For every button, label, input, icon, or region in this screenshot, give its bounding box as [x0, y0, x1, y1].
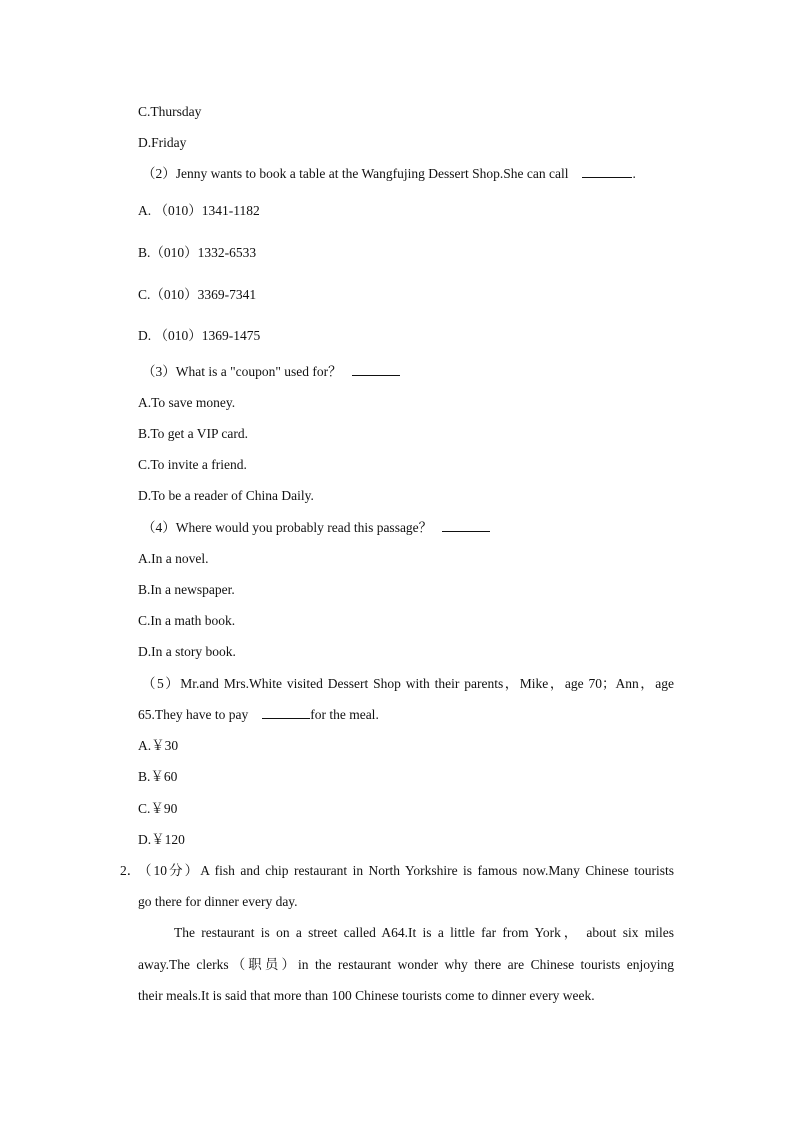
q3-option-d: D.To be a reader of China Daily. [138, 488, 314, 503]
q5-option-a: A.￥30 [138, 738, 179, 753]
q1-option-c: C.Thursday [138, 104, 202, 119]
q2-option-a: A. （010）1341-1182 [138, 203, 260, 218]
q3-stem [142, 363, 400, 381]
q5-stem-line1: （5）Mr.and Mrs.White visited Dessert Shop with their parents，Mike，age 70；Ann，age [142, 676, 674, 691]
section2-number: 2． [120, 863, 141, 878]
section2-intro-line1: （10分）A fish and chip restaurant in North Yorkshire is famous now.Many Chinese tourists [138, 863, 674, 878]
q2-stem [142, 165, 636, 183]
q4-option-a: A.In a novel. [138, 551, 209, 566]
q3-option-a: A.To save money. [138, 395, 236, 410]
q4-stem-text: （4）Where would you probably read this passage？ [142, 520, 433, 535]
q3-stem-text: （3）What is a "coupon" used for？ [142, 364, 342, 379]
answer-blank [442, 519, 490, 532]
q5-option-d: D.￥120 [138, 832, 185, 847]
passage-line2: away.The clerks（职员）in the restaurant wonder why there are Chinese tourists enjoying [138, 957, 674, 972]
q4-stem [142, 519, 490, 537]
q2-option-c: C.（010）3369-7341 [138, 287, 257, 302]
q4-option-b: B.In a newspaper. [138, 582, 235, 597]
q4-option-d: D.In a story book. [138, 644, 236, 659]
q1-option-d: D.Friday [138, 135, 187, 150]
q5-option-b: B.￥60 [138, 769, 178, 784]
section2-intro-line2: go there for dinner every day. [138, 894, 298, 909]
passage-line1: The restaurant is on a street called A64.It is a little far from York， about six miles [174, 925, 674, 940]
q5-option-c: C.￥90 [138, 801, 178, 816]
q2-option-b: B.（010）1332-6533 [138, 245, 257, 260]
q3-option-b: B.To get a VIP card. [138, 426, 249, 441]
q5-stem-line2 [138, 706, 379, 724]
q5-stem-line2-end: for the meal. [310, 707, 379, 722]
q2-stem-end: . [632, 166, 636, 181]
answer-blank [262, 706, 310, 719]
answer-blank [582, 165, 632, 178]
answer-blank [352, 363, 400, 376]
q5-stem-line2-start: 65.They have to pay [138, 707, 249, 722]
q3-option-c: C.To invite a friend. [138, 457, 247, 472]
q2-option-d: D. （010）1369-1475 [138, 328, 261, 343]
q4-option-c: C.In a math book. [138, 613, 236, 628]
passage-line3: their meals.It is said that more than 100 Chinese tourists come to dinner every week. [138, 988, 595, 1003]
q2-stem-text: （2）Jenny wants to book a table at the Wangfujing Dessert Shop.She can call [142, 166, 569, 181]
